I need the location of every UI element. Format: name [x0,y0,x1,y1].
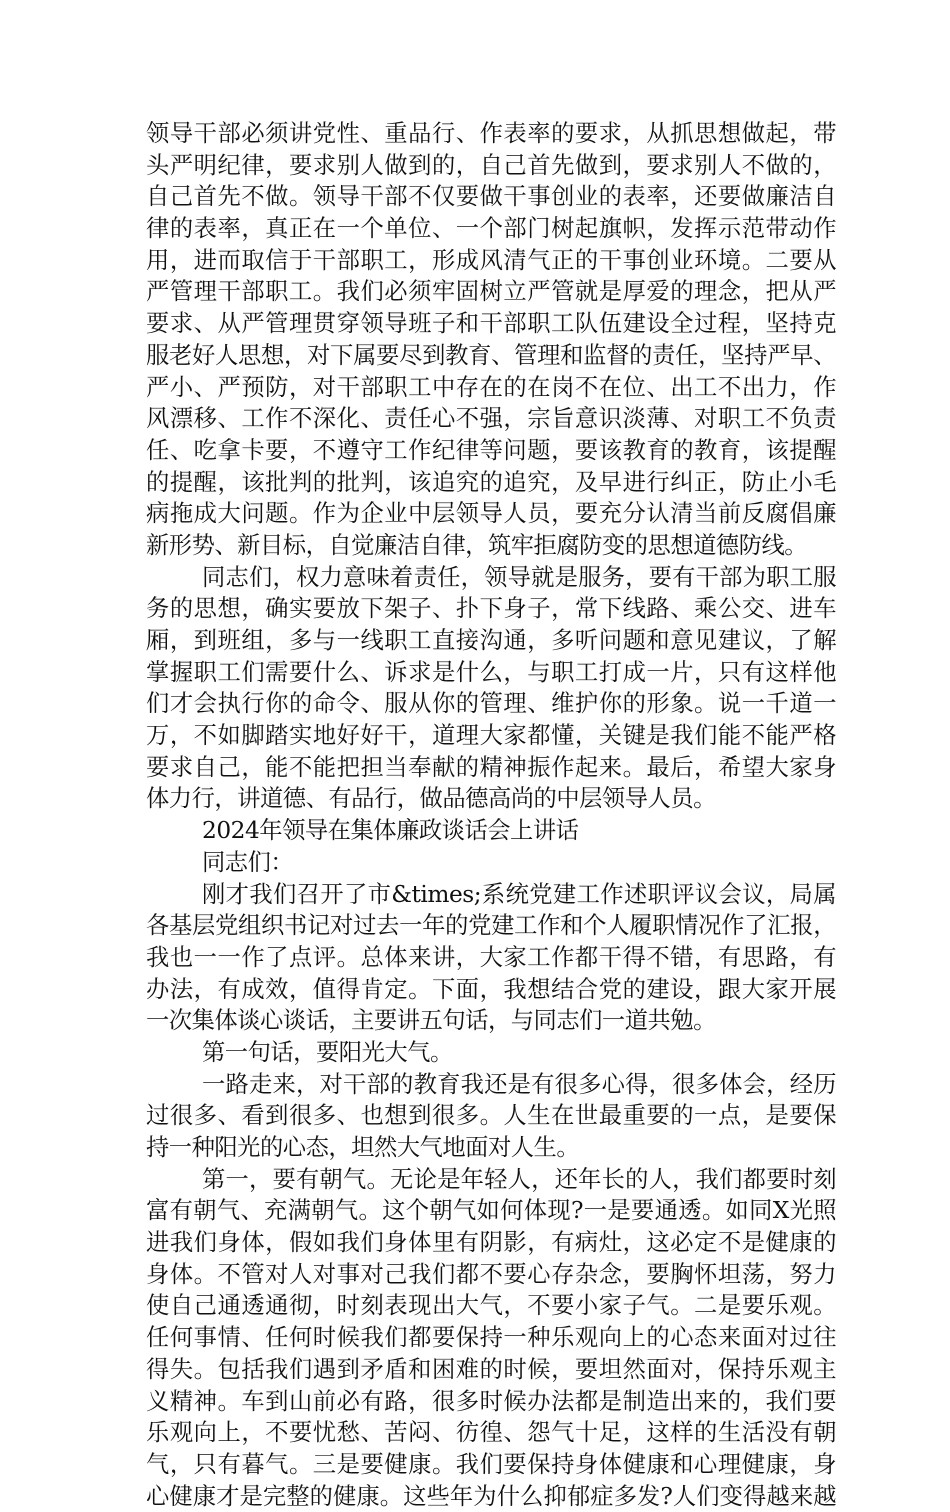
text-line: 自己首先不做。领导干部不仅要做干事创业的表率，还要做廉洁自 [146,183,836,211]
text-line: 刚才我们召开了市&times;系统党建工作述职评议会议，局属 [202,880,836,908]
text-line: 持一种阳光的心态，坦然大气地面对人生。 [146,1134,580,1161]
text-line: 我也一一作了点评。总体来讲，大家工作都干得不错，有思路，有 [146,943,836,971]
text-line: 头严明纪律，要求别人做到的，自己首先做到，要求别人不做的， [146,151,836,179]
text-line: 第一，要有朝气。无论是年轻人，还年长的人，我们都要时刻 [202,1165,836,1193]
text-line: 新形势、新目标，自觉廉洁自律，筑牢拒腐防变的思想道德防线。 [146,531,808,559]
text-line: 万，不如脚踏实地好好干，道理大家都懂，关键是我们能不能严格 [146,722,836,750]
text-line: 心健康才是完整的健康。这些年为什么抑郁症多发?人们变得越来越 [146,1482,836,1510]
text-line: 义精神。车到山前必有路，很多时候办法都是制造出来的，我们要 [146,1387,836,1415]
text-line: 要求自己，能不能把担当奉献的精神振作起来。最后，希望大家身 [146,753,836,781]
text-line: 富有朝气、充满朝气。这个朝气如何体现?一是要通透。如同X光照 [146,1197,836,1225]
text-line: 任、吃拿卡要，不遵守工作纪律等问题，要该教育的教育，该提醒 [146,436,836,464]
text-line: 得失。包括我们遇到矛盾和困难的时候，要坦然面对，保持乐观主 [146,1355,836,1383]
text-line: 服老好人思想，对下属要尽到教育、管理和监督的责任，坚持严早、 [146,341,836,369]
text-line: 过很多、看到很多、也想到很多。人生在世最重要的一点，是要保 [146,1102,836,1130]
text-line: 严小、严预防，对干部职工中存在的在岗不在位、出工不出力，作 [146,373,836,401]
document-body [146,118,836,1512]
text-line: 律的表率，真正在一个单位、一个部门树起旗帜，发挥示范带动作 [146,215,836,243]
text-line: 体力行，讲道德、有品行，做品德高尚的中层领导人员。 [146,785,716,813]
text-line: 办法，有成效，值得肯定。下面，我想结合党的建设，跟大家开展 [146,975,836,1003]
text-line: 一次集体谈心谈话，主要讲五句话，与同志们一道共勉。 [146,1007,716,1035]
text-line: 要求、从严管理贯穿领导班子和干部职工队伍建设全过程，坚持克 [146,310,836,338]
text-line: 身体。不管对人对事对己我们都不要心存杂念，要胸怀坦荡，努力 [146,1260,836,1288]
text-line: 同志们，权力意味着责任，领导就是服务，要有干部为职工服 [202,563,836,591]
text-line: 进我们身体，假如我们身体里有阴影，有病灶，这必定不是健康的 [146,1229,836,1257]
text-line: 风漂移、工作不深化、责任心不强，宗旨意识淡薄、对职工不负责 [146,405,836,433]
text-line: 第一句话，要阳光大气。 [202,1038,453,1066]
text-line: 掌握职工们需要什么、诉求是什么，与职工打成一片，只有这样他 [146,658,836,686]
text-line: 厢，到班组，多与一线职工直接沟通，多听问题和意见建议，了解 [146,627,836,654]
text-line: 严管理干部职工。我们必须牢固树立严管就是厚爱的理念，把从严 [146,278,836,306]
text-line: 乐观向上，不要忧愁、苦闷、彷徨、怨气十足，这样的生活没有朝 [146,1419,836,1447]
text-line: 领导干部必须讲党性、重品行、作表率的要求，从抓思想做起，带 [146,120,836,147]
text-line: 气，只有暮气。三是要健康。我们要保持身体健康和心理健康，身 [146,1450,836,1478]
text-line: 同志们： [202,848,294,876]
text-line: 使自己通透通彻，时刻表现出大气，不要小家子气。二是要乐观。 [146,1292,836,1320]
text-line: 任何事情、任何时候我们都要保持一种乐观向上的心态来面对过往 [146,1324,836,1352]
text-line: 病拖成大问题。作为企业中层领导人员，要充分认清当前反腐倡廉 [146,500,836,528]
text-line: 的提醒，该批判的批判，该追究的追究，及早进行纠正，防止小毛 [146,468,836,496]
text-line: 务的思想，确实要放下架子、扑下身子，常下线路、乘公交、进车 [146,595,836,623]
text-line: 一路走来，对干部的教育我还是有很多心得，很多体会，经历 [202,1070,836,1098]
text-line: 2024年领导在集体廉政谈话会上讲话 [202,817,579,845]
text-line: 各基层党组织书记对过去一年的党建工作和个人履职情况作了汇报， [146,912,836,940]
text-line: 们才会执行你的命令、服从你的管理、维护你的形象。说一千道一 [146,690,836,718]
text-line: 用，进而取信于干部职工，形成风清气正的干事创业环境。二要从 [146,246,836,274]
